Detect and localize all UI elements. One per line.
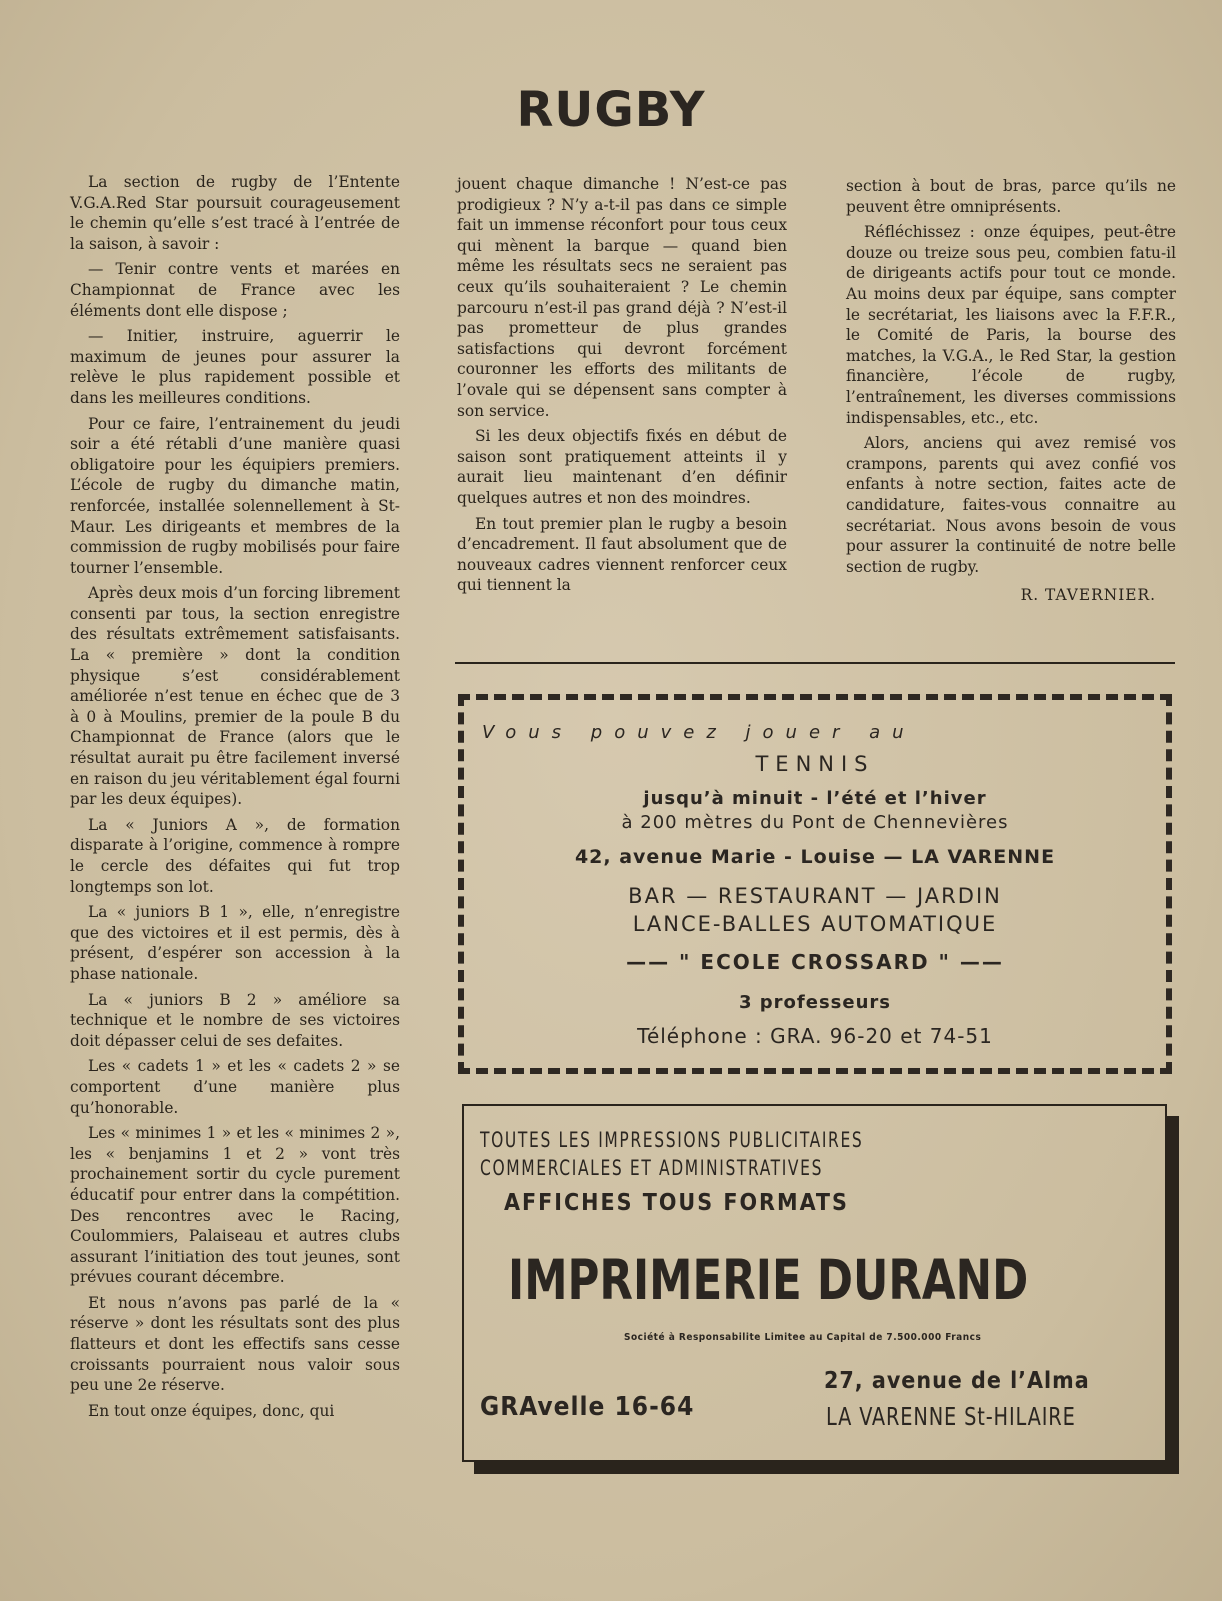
printer-line-2: COMMERCIALES ET ADMINISTRATIVES <box>480 1156 824 1180</box>
article-paragraph: La section de rugby de l’Entente V.G.A.Red Star poursuit courageusement le chemin qu’elle s’est tracé à l’entrée de la saison, à savoir : <box>70 173 400 253</box>
article-paragraph: La « juniors B 1 », elle, n’enregistre que des victoires et il est permis, dès à présent, d’espérer son accession à la phase nationale. <box>70 903 400 983</box>
printer-street: 27, avenue de l’Alma <box>824 1368 1090 1394</box>
printer-city: LA VARENNE St-HILAIRE <box>826 1402 1076 1431</box>
article-paragraph: — Tenir contre vents et marées en Championnat de France avec les éléments dont elle dispose ; <box>70 260 400 320</box>
tennis-distance: à 200 mètres du Pont de Chennevières <box>621 812 1009 833</box>
tennis-heading: TENNIS <box>755 752 875 776</box>
article-paragraph: Pour ce faire, l’entrainement du jeudi soir a été rétabli d’une manière quasi obligatoire pour les équipiers premiers. L’école de rugby du dimanche matin, renforcée, installée solennellement à St-Maur. Les dirigeants et membres de la commission de rugby mobilisés pour faire tourner l’ensemble. <box>70 414 400 577</box>
tennis-phone: Téléphone : GRA. 96-20 et 74-51 <box>637 1024 993 1048</box>
article-paragraph: — Initier, instruire, aguerrir le maximum de jeunes pour assurer la relève le plus rapidement possible et dans les meilleures conditions. <box>70 327 400 407</box>
tennis-teachers: 3 professeurs <box>739 992 891 1013</box>
printer-advertisement <box>462 1104 1167 1462</box>
article-title: RUGBY <box>516 82 706 138</box>
article-paragraph: Réfléchissez : onze équipes, peut-être douze ou treize sous peu, combien fatu-il de dirigeants actifs pour tout ce monde. Au moins deux par équipe, sans compter le secrétariat, les liaisons avec la F.F.R., le Comité de Paris, la bourse des matches, la V.G.A., le Red Star, la gestion financière, l’école de rugby, l’entraînement, les diverses commissions indispensables, etc., etc. <box>846 223 1176 427</box>
tennis-address: 42, avenue Marie - Louise — LA VARENNE <box>574 846 1056 868</box>
section-divider <box>455 662 1175 664</box>
printer-name: IMPRIMERIE DURAND <box>508 1248 1029 1312</box>
article-paragraph: Après deux mois d’un forcing librement consenti par tous, la section enregistre des résultats extrêmement satisfaisants. La « première » dont la condition physique s’est considérablement améliorée n’est tenue en échec que de 3 à 0 à Moulins, premier de la poule B du Championnat de France (alors que le résultat aurait pu être facilement inversé en raison du jeu véritablement égal fourni par les deux équipes). <box>70 584 400 809</box>
article-paragraph: En tout premier plan le rugby a besoin d’encadrement. Il faut absolument que de nouveaux cadres viennent renforcer ceux qui tiennent la <box>457 514 787 595</box>
article-paragraph: Alors, anciens qui avez remisé vos crampons, parents qui avez confié vos enfants à notre section, faites acte de candidature, faites-vous connaitre au secrétariat. Nous avons besoin de vous pour assurer la continuité de notre belle section de rugby. <box>846 434 1176 576</box>
printer-company-info: Société à Responsabilite Limitee au Capital de 7.500.000 Francs <box>624 1332 982 1343</box>
article-column-1 <box>70 172 400 1426</box>
tennis-intro: Vous pouvez jouer au <box>482 722 916 743</box>
article-paragraph: section à bout de bras, parce qu’ils ne peuvent être omniprésents. <box>846 177 1176 216</box>
article-paragraph: Et nous n’avons pas parlé de la « réserve » dont les résultats sont des plus flatteurs et dont les effectifs sans cesse croissants pourraient nous valoir sous peu une 2e réserve. <box>70 1293 400 1395</box>
article-column-3 <box>846 176 1176 606</box>
tennis-services: BAR — RESTAURANT — JARDIN <box>628 884 1002 908</box>
article-paragraph: La « juniors B 2 » améliore sa technique et le nombre de ses victoires doit dépasser celui de ses defaites. <box>70 990 400 1050</box>
article-paragraph: Les « minimes 1 » et les « minimes 2 », les « benjamins 1 et 2 » vont très prochainement sortir du cycle purement éducatif pour entrer dans la compétition. Des rencontres avec le Racing, Coulommiers, Palaiseau et autres clubs assurant l’initiation des tout jeunes, sont prévues courant décembre. <box>70 1124 400 1287</box>
tennis-school: —— " ECOLE CROSSARD " —— <box>626 950 1004 974</box>
printer-line-1: TOUTES LES IMPRESSIONS PUBLICITAIRES <box>480 1128 864 1152</box>
article-paragraph: Les « cadets 1 » et les « cadets 2 » se comportent d’une manière plus qu’honorable. <box>70 1057 400 1117</box>
article-paragraph: Si les deux objectifs fixés en début de saison sont pratiquement atteints il y aurait lieu maintenant d’en définir quelques autres et non des moindres. <box>457 427 787 507</box>
printer-line-3: AFFICHES TOUS FORMATS <box>504 1190 849 1216</box>
author-signature: R. TAVERNIER. <box>1020 586 1156 605</box>
tennis-advertisement <box>458 694 1172 1074</box>
tennis-machines: LANCE-BALLES AUTOMATIQUE <box>632 912 998 936</box>
article-column-2 <box>457 174 787 601</box>
article-paragraph: La « Juniors A », de formation disparate à l’origine, commence à rompre le cercle des défaites qui fut trop longtemps son lot. <box>70 815 400 896</box>
article-paragraph: jouent chaque dimanche ! N’est-ce pas prodigieux ? N’y a-t-il pas dans ce simple fait un immense réconfort pour tous ceux qui mènent la barque — quand bien même les résultats secs ne seraient pas ceux qu’ils souhaiteraient ? Le chemin parcouru n’est-il pas grand déjà ? N’est-il pas prometteur de plus grandes satisfactions qui devront forcément couronner les efforts des militants de l’ovale qui se dépensent sans compter à son service. <box>457 175 787 420</box>
printer-phone: GRAvelle 16-64 <box>480 1392 695 1422</box>
tennis-hours: jusqu’à minuit - l’été et l’hiver <box>643 788 987 809</box>
article-paragraph: En tout onze équipes, donc, qui <box>88 1401 335 1420</box>
